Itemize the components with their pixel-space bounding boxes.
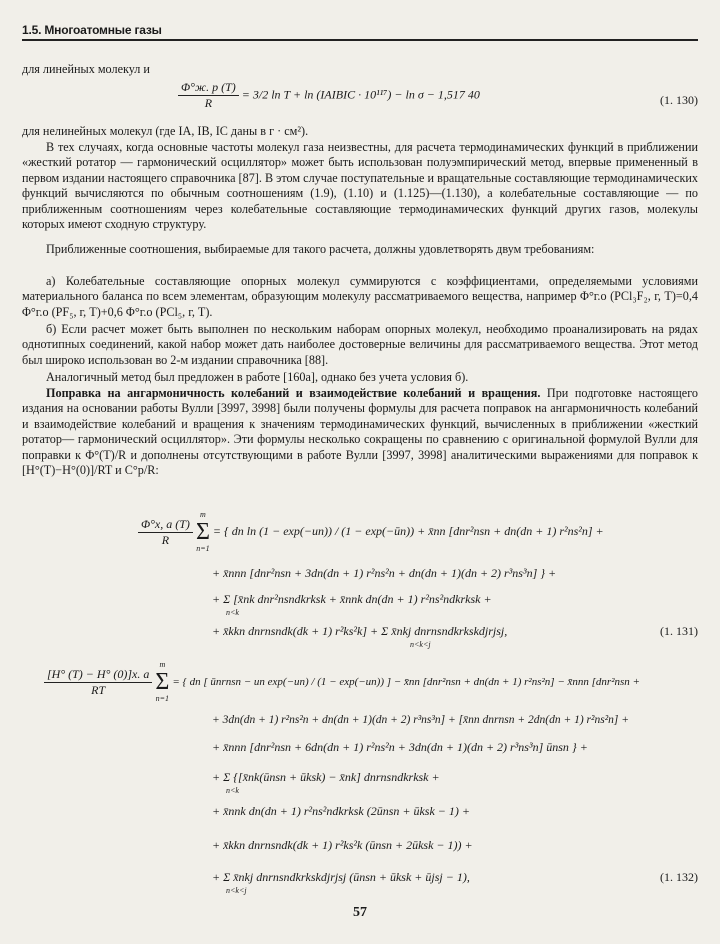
page-number: 57 bbox=[353, 905, 367, 920]
header-rule bbox=[22, 39, 698, 41]
equation-number: (1. 132) bbox=[660, 870, 698, 884]
eq-lhs-denominator: R bbox=[204, 96, 213, 110]
eq-lhs-numerator: [H° (T) − H° (0)]x. a bbox=[44, 667, 152, 683]
section-title: 1.5. Многоатомные газы bbox=[22, 23, 162, 37]
sum-subscript: n<k<j bbox=[226, 886, 247, 895]
sum-subscript: n<k bbox=[226, 608, 239, 617]
eq-line: = { dn [ ūnrnsn − un exp(−un) / (1 − exp(−un)) ] − x̄nn [dnr²nsn + dn(dn + 1) r²ns²n] − x̄nnn [dnr²nsn + bbox=[172, 675, 640, 688]
running-header bbox=[22, 22, 698, 42]
equation-1-132-line-1 bbox=[44, 660, 640, 704]
equation-1-131-line-1 bbox=[138, 510, 604, 554]
intro-line: для линейных молекул и bbox=[22, 62, 150, 76]
paragraph-a: а) Колебательные составляющие опорных молекул суммируются с коэффициентами, определяемыми условиями материального баланса по всем элементам, образующим молекулу рассматриваемого вещества, например Φ°г.о (PCl₃F₂, г, T)=0,4 Φ°г.о (PF₅, г, T)+0,6 Φ°г.о (PCl₅, г, T). bbox=[22, 274, 698, 319]
equation-number: (1. 131) bbox=[660, 624, 698, 638]
equation-1-132-line-3: + x̄nnn [dnr²nsn + 6dn(dn + 1) r²ns²n + 3dn(dn + 1)(dn + 2) r³ns³n] ūnsn } + bbox=[212, 740, 588, 754]
eq-line: = { dn ln (1 − exp(−un)) / (1 − exp(−ūn)) + x̄nn [dnr²nsn + dn(dn + 1) r²ns²n] + bbox=[212, 523, 604, 538]
equation-number: (1. 130) bbox=[660, 93, 698, 107]
equation-1-131-line-4: + x̄kkn dnrnsndk(dk + 1) r²ks²k] + Σ x̄nkj dnrnsndkrkskdjrjsj, n<k<j bbox=[212, 624, 508, 649]
sum-subscript: n<k bbox=[226, 786, 239, 795]
paragraph-correction bbox=[22, 386, 698, 478]
eq-lhs-numerator: Φ°ж. р (T) bbox=[178, 80, 239, 96]
equation-1-132-line-2: + 3dn(dn + 1) r²ns²n + dn(dn + 1)(dn + 2) r³ns³n] + [x̄nn dnrnsn + 2dn(dn + 1) r²ns²n] + bbox=[212, 714, 629, 726]
correction-text: При подготовке настоящего издания на основании работы Вулли [3997, 3998] были получены формулы для расчета поправок на ангармоничность колебаний и взаимодействие колебаний и вращения к значениям термодинамических функций, вычисленных в приближении «жесткий ротатор— гармонический осциллятор». Эти формулы несколько сокращены по сравнению с оригинальной формулой Вулли для поправки к Φ°(T)/R и дополнены отсутствующими в работе Вулли [3997, 3998] аналитическими выражениями для поправок к [H°(T)−H°(0)]/RT и C°p/R: bbox=[22, 386, 698, 478]
sum-subscript: n<k<j bbox=[410, 640, 431, 649]
paragraph-requirements: Приближенные соотношения, выбираемые для такого расчета, должны удовлетворять двум требованиям: bbox=[46, 242, 595, 256]
equation-1-132-line-7: + Σ x̄nkj dnrnsndkrkskdjrjsj (ūnsn + ūksk + ūjsj − 1), n<k<j bbox=[212, 870, 470, 895]
equation-1-131-line-3: + Σ [x̄nk dnr²nsndkrksk + x̄nnk dn(dn + 1) r²ns²ndkrksk + n<k bbox=[212, 592, 492, 617]
correction-heading: Поправка на ангармоничность колебаний и взаимодействие колебаний и вращения. bbox=[46, 386, 541, 400]
paragraph-cases: В тех случаях, когда основные частоты молекул газа неизвестны, для расчета термодинамических функций в приближении «жесткий ротатор — гармонический осциллятор» может быть использован полуэмпирический метод, впервые примененный в первом издании настоящего справочника [87]. В этом случае поступательные и вращательные составляющие термодинамических функций вычисляются по обычным соотношениям (1.9), (1.10) и (1.125)—(1.130), а колебательные составляющие — по приближенным соотношениям через колебательные составляющие термодинамических функций других газов, молекулы которых имеют сходную структуру. bbox=[22, 140, 698, 232]
sum-sign: m Σ n=1 bbox=[155, 660, 170, 703]
equation-1-132-line-6: + x̄kkn dnrnsndk(dk + 1) r²ks²k (ūnsn + 2ūksk − 1)) + bbox=[212, 838, 473, 852]
sum-sign: m Σ n=1 bbox=[195, 510, 210, 553]
eq-lhs-numerator: Φ°x, a (T) bbox=[138, 517, 193, 533]
equation-1-131-line-2: + x̄nnn [dnr²nsn + 3dn(dn + 1) r²ns²n + dn(dn + 1)(dn + 2) r³ns³n] } + bbox=[212, 566, 557, 580]
equation-1-130 bbox=[178, 80, 480, 111]
nonlinear-line: для нелинейных молекул (где IA, IB, IC даны в г · см²). bbox=[22, 124, 309, 138]
eq-lhs-denominator: R bbox=[161, 532, 170, 547]
equation-1-132-line-5: + x̄nnk dn(dn + 1) r²ns²ndkrksk (2ūnsn + ūksk − 1) + bbox=[212, 804, 470, 818]
paragraph-similar: Аналогичный метод был предложен в работе [160а], однако без учета условия б). bbox=[46, 370, 469, 384]
paragraph-b: б) Если расчет может быть выполнен по нескольким наборам опорных молекул, необходимо проанализировать на рядах однотипных соединений, какой набор может дать наиболее достоверные величины для рассматриваемого вещества. Этот метод был широко использован во 2-м издании справочника [88]. bbox=[22, 322, 698, 367]
eq-lhs-denominator: RT bbox=[91, 682, 106, 697]
equation-1-132-line-4: + Σ {[x̄nk(ūnsn + ūksk) − x̄nk] dnrnsndkrksk + n<k bbox=[212, 770, 440, 795]
eq-rhs: = 3/2 ln T + ln (IAIBIC · 10¹¹⁷) − ln σ − 1,517 40 bbox=[241, 87, 480, 102]
